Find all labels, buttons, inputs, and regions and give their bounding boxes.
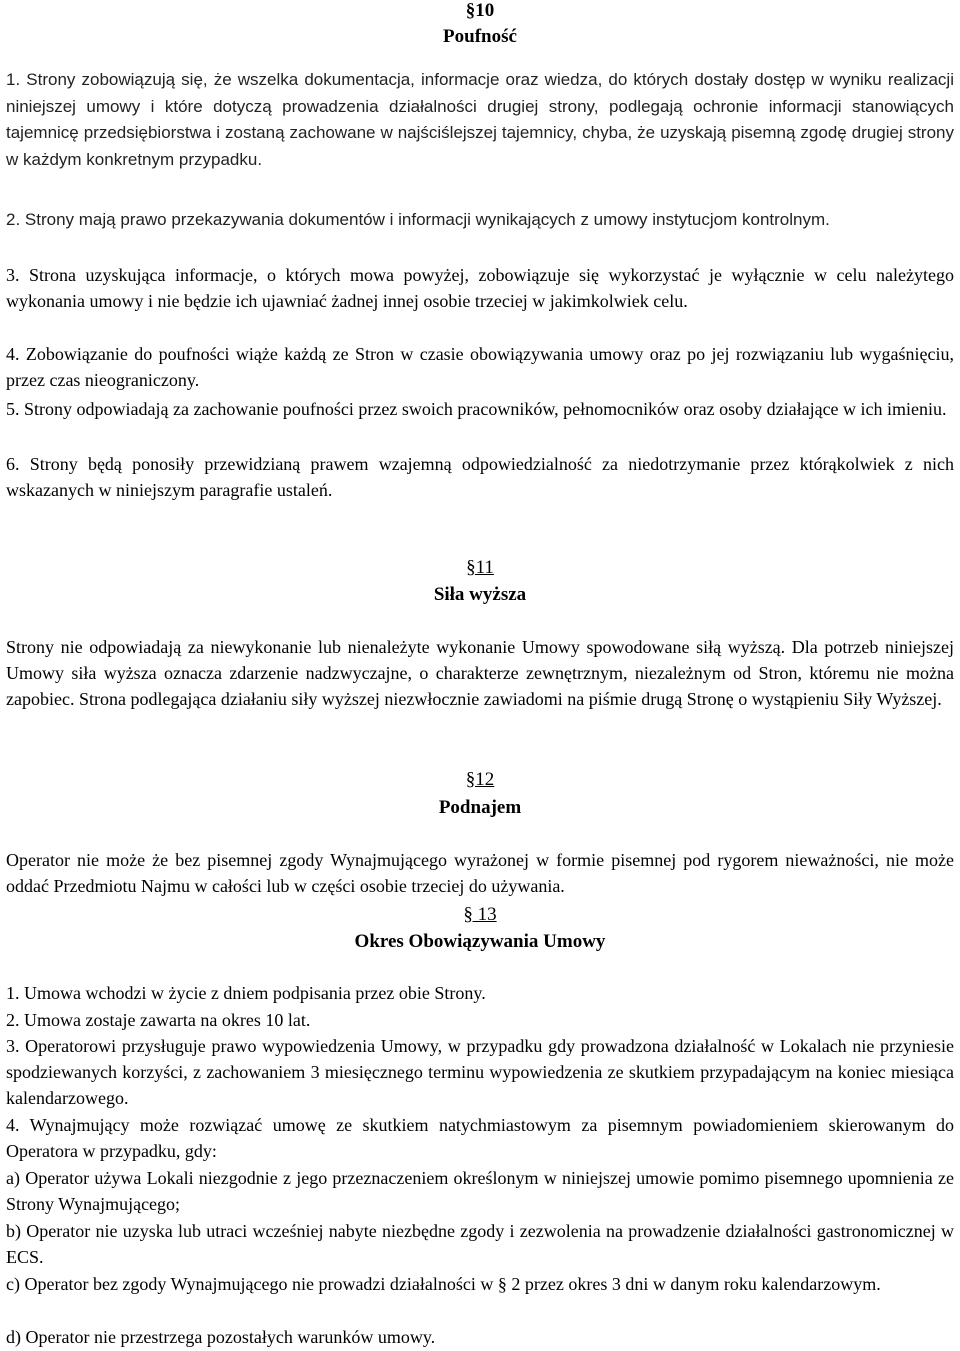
section-13-item-b: b) Operator nie uzyska lub utraci wcześniej nabyte niezbędne zgody i zezwolenia na prowadzenie działalności gastronomicznej w ECS. (6, 1221, 954, 1267)
section-13-paragraph-2: 2. Umowa zostaje zawarta na okres 10 lat. (6, 1010, 311, 1030)
section-10-paragraph-3: 3. Strona uzyskująca informacje, o których mowa powyżej, zobowiązuje się wykorzystać je wyłącznie w celu należytego wykonania umowy i nie będzie ich ujawniać żadnej innej osobie trzeciej w jakimkolwiek celu. (6, 265, 954, 311)
section-10-number: §10 (465, 0, 495, 21)
section-12-paragraph: Operator nie może że bez pisemnej zgody Wynajmującego wyrażonej w formie pisemnej pod rygorem nieważności, nie może oddać Przedmiotu Najmu w całości lub w części osobie trzeciej do używania. (6, 850, 954, 896)
section-13-paragraph-1: 1. Umowa wchodzi w życie z dniem podpisania przez obie Strony. (6, 983, 486, 1003)
section-11-title: Siła wyższa (433, 584, 527, 605)
section-13-item-d: d) Operator nie przestrzega pozostałych warunków umowy. (6, 1327, 436, 1347)
section-10-paragraph-5: 5. Strony odpowiadają za zachowanie poufności przez swoich pracowników, pełnomocników oraz osoby działające w ich imieniu. (6, 399, 947, 419)
section-13-item-a: a) Operator używa Lokali niezgodnie z jego przeznaczeniem określonym w niniejszej umowie pomimo pisemnego upomnienia ze Strony Wynajmującego; (6, 1168, 954, 1214)
section-13-item-c: c) Operator bez zgody Wynajmującego nie prowadzi działalności w § 2 przez okres 3 dni w danym roku kalendarzowym. (6, 1274, 881, 1294)
section-10-paragraph-4: 4. Zobowiązanie do poufności wiąże każdą ze Stron w czasie obowiązywania umowy oraz po jej rozwiązaniu lub wygaśnięciu, przez czas nieograniczony. (6, 344, 954, 390)
section-13-title: Okres Obowiązywania Umowy (354, 931, 606, 952)
section-12-title: Podnajem (438, 797, 522, 818)
section-11-paragraph: Strony nie odpowiadają za niewykonanie lub nienależyte wykonanie Umowy spowodowane siłą wyższą. Dla potrzeb niniejszej Umowy siła wyższa oznacza zdarzenie nadzwyczajne, o charakterze zewnętrznym, niezależnym od Stron, któremu nie można zapobiec. Strona podlegająca działaniu siły wyższej niezwłocznie zawiadomi na piśmie drugą Stronę o wystąpieniu Siły Wyższej. (6, 637, 954, 709)
section-13-paragraph-4: 4. Wynajmujący może rozwiązać umowę ze skutkiem natychmiastowym za pisemnym powiadomieniem skierowanym do Operatora w przypadku, gdy: (6, 1115, 954, 1161)
section-10-paragraph-2: 2. Strony mają prawo przekazywania dokumentów i informacji wynikających z umowy instytucjom kontrolnym. (6, 210, 830, 229)
section-10-paragraph-6: 6. Strony będą ponosiły przewidzianą prawem wzajemną odpowiedzialność za niedotrzymanie przez którąkolwiek z nich wskazanych w niniejszym paragrafie ustaleń. (6, 454, 954, 500)
section-10-title: Poufność (443, 26, 517, 47)
section-11-number: §11 (466, 557, 494, 578)
section-12-number: §12 (465, 769, 495, 790)
section-13-paragraph-3: 3. Operatorowi przysługuje prawo wypowiedzenia Umowy, w przypadku gdy prowadzona działalność w Lokalach nie przyniesie spodziewanych korzyści, z zachowaniem 3 miesięcznego terminu wypowiedzenia ze skutkiem przypadającym na koniec miesiąca kalendarzowego. (6, 1036, 954, 1108)
section-13-number: § 13 (463, 904, 497, 925)
section-10-paragraph-1: 1. Strony zobowiązują się, że wszelka dokumentacja, informacje oraz wiedza, do których dostały dostęp w wyniku realizacji niniejszej umowy i które dotyczą prowadzenia działalności drugiej strony, podlegają ochronie informacji stanowiących tajemnicę przedsiębiorstwa i zostaną zachowane w najściślejszej tajemnicy, chyba, że uzyskają pisemną zgodę drugiej strony w każdym konkretnym przypadku. (6, 70, 954, 169)
